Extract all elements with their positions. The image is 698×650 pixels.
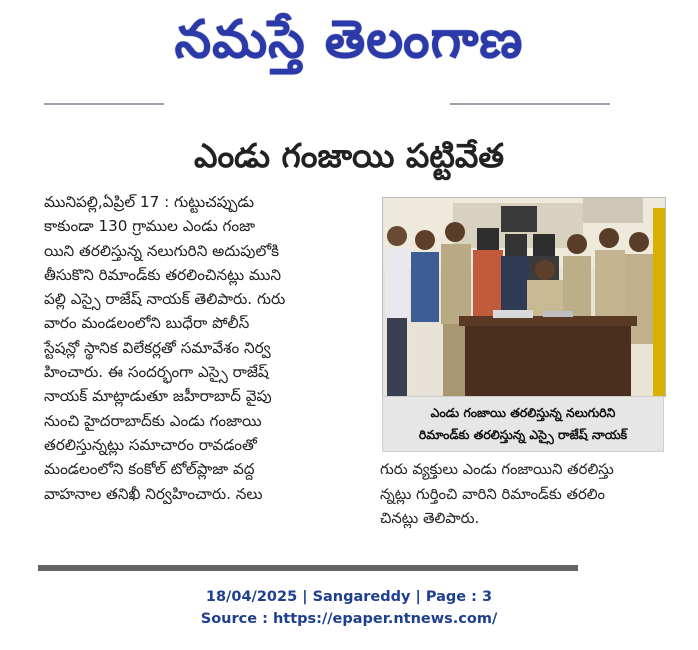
continuation-line: న్నట్లు గుర్తించి వారిని రిమాండ్‌కు తరలిం (380, 485, 605, 503)
footer-date-edition: 18/04/2025 | Sangareddy | Page : 3 (205, 589, 493, 605)
body-line: హించారు. ఈ సందర్భంగా ఎస్సై రాజేష్ (44, 363, 269, 382)
article-headline: ఎండు గంజాయి పట్టివేత (193, 136, 504, 175)
body-line: తరలిస్తున్నట్లు సమాచారం రావడంతో (44, 435, 257, 454)
photo-caption (382, 396, 664, 452)
cropped-next-headline-strip (38, 565, 578, 571)
body-line: వారం మండలంలోని బుధేరా పోలీస్ (44, 314, 250, 333)
continuation-line: గురు వ్యక్తులు ఎండు గంజాయిని తరలిస్తు (380, 461, 614, 478)
footer-source: Source : https://epaper.ntnews.com/ (200, 611, 498, 627)
newspaper-logo-title: నమస్తే తెలంగాణ (174, 10, 524, 70)
photo-illustration (383, 198, 665, 396)
body-line: నుంచి హైదరాబాద్‌కు ఎండు గంజాయి (44, 411, 262, 430)
masthead (0, 0, 698, 88)
body-line: మండలంలోని కంకోల్ టోల్‌ప్లాజా వద్ద (44, 460, 255, 479)
divider-right (450, 103, 610, 105)
page-footer (0, 586, 698, 630)
body-line: యిని తరలిస్తున్న నలుగురిని అదుపులోకి (44, 241, 280, 260)
news-photo (382, 197, 666, 397)
body-line: స్టేషన్లో స్థానిక విలేకర్లతో సమావేశం నిర్వ (44, 338, 271, 357)
body-line: వాహనాల తనిఖీ నిర్వహించారు. నలు (44, 484, 263, 503)
continuation-line: చినట్లు తెలిపారు. (380, 510, 480, 527)
body-line: మునిపల్లి,ఏప్రిల్ 17 : గుట్టుచప్పుడు (44, 193, 254, 211)
caption-line: ఎండు గంజాయి తరలిస్తున్న నలుగురిని (430, 405, 616, 420)
divider-left (44, 103, 164, 105)
body-line: పల్లి ఎస్సై రాజేష్ నాయక్ తెలిపారు. గురు (44, 290, 286, 309)
body-line: నాయక్ మాట్లాడుతూ జహీరాబాద్ వైపు (44, 387, 272, 406)
article-continuation (380, 458, 670, 532)
caption-line: రిమాండ్‌కు తరలిస్తున్న ఎస్సై రాజేష్ నాయక్ (418, 427, 628, 442)
body-line: కాకుండా 130 గ్రాముల ఎండు గంజా (44, 217, 255, 236)
article-body (44, 190, 366, 506)
body-line: తీసుకొని రిమాండ్‌కు తరలించినట్లు ముని (44, 265, 281, 284)
